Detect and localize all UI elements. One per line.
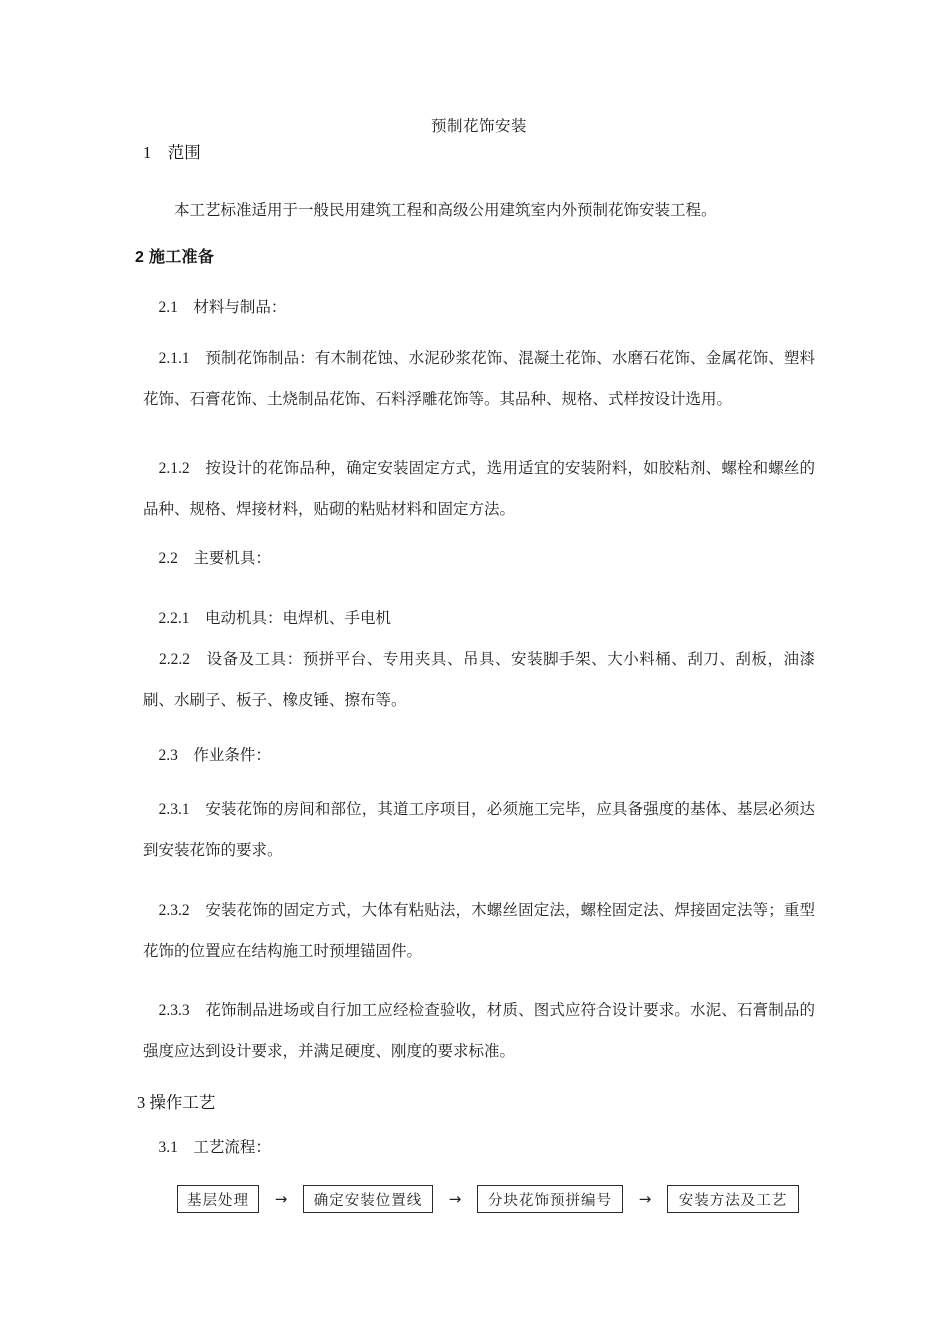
paragraph-2-1-1: 2.1.1 预制花饰制品：有木制花蚀、水泥砂浆花饰、混凝土花饰、水磨石花饰、金属花饰、塑料花饰、石膏花饰、土烧制品花饰、石料浮雕花饰等。其品种、规格、式样按设计选用。 [143,350,815,408]
page-title: 预制花饰安装 [430,118,527,135]
heading-section-2: 2 施工准备 [135,249,215,266]
paragraph-2-2-2: 2.2.2 设备及工具：预拼平台、专用夹具、吊具、安装脚手架、大小料桶、刮刀、刮板，油漆刷、水刷子、板子、橡皮锤、擦布等。 [143,651,815,709]
flow-step-label: 安装方法及工艺 [678,1192,788,1209]
page-content [135,0,815,1209]
paragraph-2-3-1: 2.3.1 安装花饰的房间和部位，其道工序项目，必须施工完毕，应具备强度的基体、基层必须达到安装花饰的要求。 [143,801,815,859]
arrow-right-icon-1: → [274,1189,288,1208]
flow-step-label: 确定安装位置线 [313,1192,423,1209]
flow-step-position-line[interactable] [303,1185,433,1213]
flow-step-label: 分块花饰预拼编号 [488,1192,612,1209]
flow-step-preassembly-numbering[interactable] [477,1185,623,1213]
flow-step-base-treatment[interactable] [177,1185,259,1213]
paragraph-2-3-2: 2.3.2 安装花饰的固定方式，大体有粘贴法，木螺丝固定法，螺栓固定法、焊接固定法等；重型花饰的位置应在结构施工时预埋锚固件。 [143,902,815,960]
paragraph-2-1-2: 2.1.2 按设计的花饰品种，确定安装固定方式，选用适宜的安装附料，如胶粘剂、螺栓和螺丝的品种、规格、焊接材料，贴砌的粘贴材料和固定方法。 [143,460,815,518]
paragraph-scope: 本工艺标准适用于一般民用建筑工程和高级公用建筑室内外预制花饰安装工程。 [143,202,717,219]
subheading-2-1: 2.1 材料与制品： [143,299,287,316]
flow-step-label: 基层处理 [187,1192,249,1209]
subheading-2-2: 2.2 主要机具： [143,550,271,567]
subheading-3-1: 3.1 工艺流程： [143,1139,271,1156]
paragraph-2-2-1: 2.2.1 电动机具：电焊机、手电机 [143,610,392,627]
flow-step-installation-method[interactable] [667,1185,799,1213]
heading-section-3: 3 操作工艺 [137,1093,216,1112]
arrow-right-icon-2: → [448,1189,462,1208]
paragraph-2-3-3: 2.3.3 花饰制品进场或自行加工应经检查验收，材质、图式应符合设计要求。水泥、石膏制品的强度应达到设计要求，并满足硬度、刚度的要求标准。 [143,1002,815,1060]
process-flowchart [177,1185,799,1213]
arrow-right-icon-3: → [638,1189,652,1208]
subheading-2-3: 2.3 作业条件： [143,747,271,764]
heading-section-1: 1 范围 [143,143,201,162]
